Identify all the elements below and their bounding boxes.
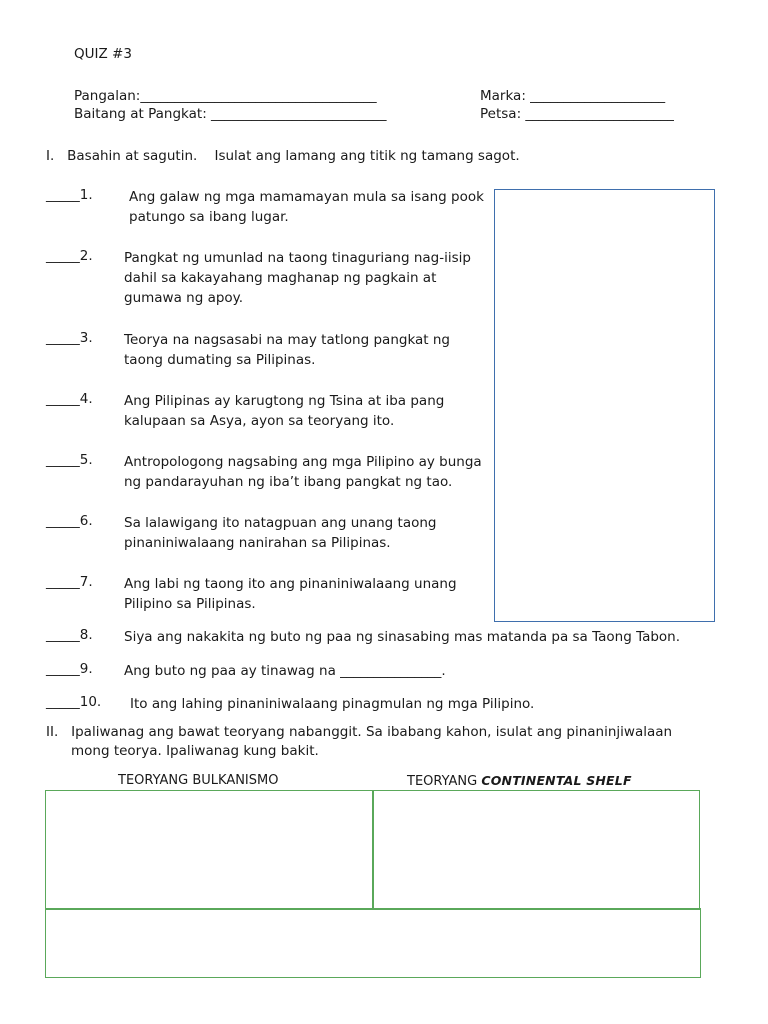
question-text: Ang labi ng taong ito ang pinaniniwalaang unang Pilipino sa Pilipinas. — [124, 576, 457, 612]
answer-blank: _____1. — [46, 187, 93, 203]
question-text: Pangkat ng umunlad na taong tinaguriang nag-iisip dahil sa kakayahang maghanap ng pagkain at gumawa ng apoy. — [124, 250, 471, 306]
part2-instruction: II. Ipaliwanag ang bawat teoryang nabanggit. Sa ibabang kahon, isulat ang pinaninjiwalaan — [46, 724, 673, 740]
answer-blank: _____5. — [46, 452, 93, 468]
date-field-label: Petsa: ______________________ — [480, 106, 674, 122]
part1-instruction: I. Basahin at sagutin. Isulat ang lamang ang titik ng tamang sagot. — [46, 148, 520, 164]
answer-blank: _____6. — [46, 513, 93, 529]
answer-box-bulkanismo — [45, 790, 374, 910]
column-title-italic: CONTINENTAL SHELF — [481, 773, 632, 788]
quiz-title: QUIZ #3 — [74, 46, 132, 62]
answer-blank: _____9. — [46, 661, 93, 677]
question-text: Ito ang lahing pinaniniwalaang pinagmulan ng mga Pilipino. — [130, 696, 535, 712]
answer-box-continental-shelf — [372, 790, 700, 910]
score-field-label: Marka: ____________________ — [480, 88, 666, 104]
part2-instruction-continued: mong teorya. Ipaliwanag kung bakit. — [71, 743, 319, 759]
name-field-label: Pangalan:___________________________________ — [74, 88, 377, 104]
question-text: Ang buto ng paa ay tinawag na _______________. — [124, 663, 446, 679]
question-text: Sa lalawigang ito natagpuan ang unang taong pinaniniwalaang nanirahan sa Pilipinas. — [124, 515, 437, 551]
answer-box — [494, 189, 715, 622]
column-title-prefix: TEORYANG — [407, 774, 482, 789]
answer-blank: _____8. — [46, 627, 93, 643]
answer-blank: _____4. — [46, 391, 93, 407]
question-text: Ang galaw ng mga mamamayan mula sa isang pook patungo sa ibang lugar. — [129, 189, 484, 225]
section-field-label: Baitang at Pangkat: __________________________ — [74, 106, 387, 122]
question-text: Ang Pilipinas ay karugtong ng Tsina at iba pang kalupaan sa Asya, ayon sa teoryang ito. — [124, 393, 445, 429]
answer-blank: _____7. — [46, 574, 93, 590]
question-text: Teorya na nagsasabi na may tatlong pangkat ng taong dumating sa Pilipinas. — [124, 332, 451, 368]
answer-box-explanation — [45, 908, 701, 978]
answer-blank: _____3. — [46, 330, 93, 346]
column-title-continental-shelf — [407, 773, 632, 789]
answer-blank: _____10. — [46, 694, 102, 710]
question-text: Siya ang nakakita ng buto ng paa ng sinasabing mas matanda pa sa Taong Tabon. — [124, 629, 681, 645]
question-text: Antropologong nagsabing ang mga Pilipino ay bunga ng pandarayuhan ng iba’t ibang pangkat ng tao. — [124, 454, 482, 490]
answer-blank: _____2. — [46, 248, 93, 264]
column-title-bulkanismo: TEORYANG BULKANISMO — [118, 773, 279, 788]
